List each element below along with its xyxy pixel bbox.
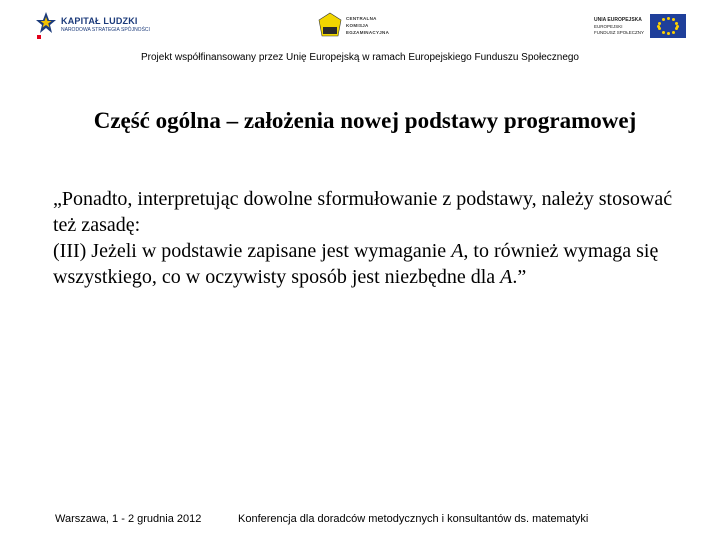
body-paragraph [53, 186, 683, 290]
cke-logo [318, 12, 389, 38]
logo-bar [0, 0, 720, 48]
kapital-ludzki-tagline: NARODOWA STRATEGIA SPÓJNOŚCI [61, 27, 150, 33]
slide-body [53, 186, 683, 290]
footer-location-date: Warszawa, 1 - 2 grudnia 2012 [55, 513, 202, 525]
cke-line-3: EGZAMINACYJNA [346, 29, 390, 35]
kapital-ludzki-star-icon [35, 10, 57, 40]
footer-conference: Konferencja dla doradców metodycznych i konsultantów ds. matematyki [238, 513, 589, 525]
eu-flag-icon [650, 14, 686, 38]
slide-footer [0, 513, 720, 533]
body-rule-suffix: .” [512, 266, 527, 288]
slide-title: Część ogólna – założenia nowej podstawy programowej [93, 108, 637, 133]
cke-emblem-icon [318, 12, 342, 38]
eu-line-1: UNIA EUROPEJSKA [594, 16, 642, 23]
kapital-ludzki-logo [35, 10, 150, 40]
kapital-ludzki-name: KAPITAŁ LUDZKI [61, 16, 138, 26]
eu-logo [594, 14, 686, 38]
body-rule-prefix: (III) Jeżeli w podstawie zapisane jest wymaganie [53, 240, 452, 262]
cke-line-1: CENTRALNA [346, 15, 377, 21]
cofinancing-note: Projekt współfinansowany przez Unię Europejską w ramach Europejskiego Funduszu Społecznego [140, 52, 579, 63]
body-intro: „Ponadto, interpretując dowolne sformułowanie z podstawy, należy stosować też zasadę: [53, 188, 673, 236]
eu-line-3: FUNDUSZ SPOŁECZNY [594, 29, 645, 35]
body-var-a-2: A [500, 266, 513, 288]
body-var-a-1: A [451, 240, 464, 262]
eu-line-2: EUROPEJSKI [594, 23, 623, 29]
body-rule-middle: , to również wymaga się wszystkiego, co w oczywisty sposób jest niezbędne dla [53, 240, 659, 288]
cke-line-2: KOMISJA [346, 22, 369, 28]
